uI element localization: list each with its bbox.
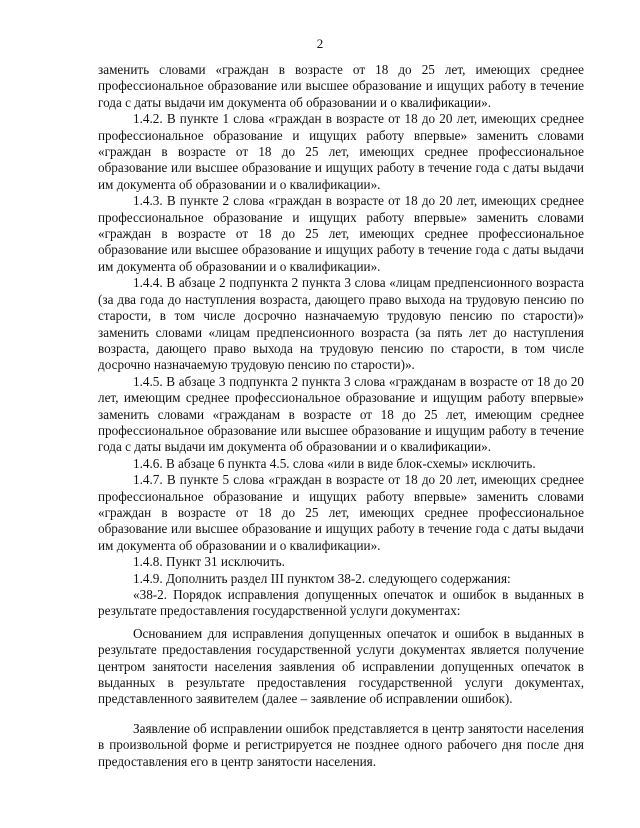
paragraph-1-4-9: 1.4.9. Дополнить раздел III пунктом 38-2. следующего содержания:: [133, 570, 511, 586]
paragraph-continuation: заменить словами «граждан в возрасте от 18 до 25 лет, имеющих среднее профессиональное образование или высшее образование и ищущих работу в течение года с даты выдачи им документа об образовании и о квалификации».: [98, 62, 584, 110]
paragraph-1-4-8: 1.4.8. Пункт 31 исключить.: [133, 554, 285, 570]
paragraph-1-4-5: 1.4.5. В абзаце 3 подпункта 2 пункта 3 слова «гражданам в возрасте от 18 до 20 лет, имеющим среднее профессиональное образование и ищущим работу впервые» заменить словами «гражданам в возрасте от 18 до 25 лет, имеющим среднее профессиональное образование или высшее образование и ищущим работу в течение года с даты выдачи им документа об образовании и о квалификации».: [98, 373, 584, 455]
page-number: 2: [316, 36, 324, 51]
paragraph-1-4-4: 1.4.4. В абзаце 2 подпункта 2 пункта 3 слова «лицам предпенсионного возраста (за два года до наступления возраста, дающего право выхода на трудовую пенсию по старости, в том числе досрочно назначаемую трудовую пенсию по старости)» заменить словами «лицам предпенсионного возраста (за пять лет до наступления возраста, дающего право выхода на трудовую пенсию по старости, в том числе досрочно назначаемую трудовую пенсию по старости)».: [98, 275, 584, 373]
paragraph-1-4-2: 1.4.2. В пункте 1 слова «граждан в возрасте от 18 до 20 лет, имеющих среднее профессиональное образование и ищущих работу впервые» заменить словами «граждан в возрасте от 18 до 25 лет, имеющих среднее профессиональное образование или высшее образование и ищущих работу в течение года с даты выдачи им документа об образовании и о квалификации».: [98, 111, 584, 192]
document-body: [98, 62, 584, 770]
paragraph-38-2-title: «38-2. Порядок исправления допущенных опечаток и ошибок в выданных в результате предоставления государственной услуги документах:: [98, 587, 584, 619]
paragraph-1-4-6: 1.4.6. В абзаце 6 пункта 4.5. слова «или в виде блок-схемы» исключить.: [133, 455, 536, 471]
paragraph-application-submission: Заявление об исправлении ошибок представляется в центр занятости населения в произвольной форме и регистрируется не позднее одного рабочего дня после дня предоставления его в центр занятости населения.: [98, 720, 584, 769]
paragraph-1-4-3: 1.4.3. В пункте 2 слова «граждан в возрасте от 18 до 20 лет, имеющих среднее профессиональное образование и ищущих работу впервые» заменить словами «граждан в возрасте от 18 до 25 лет, имеющих среднее профессиональное образование или высшее образование и ищущих работу в течение года с даты выдачи им документа об образовании и о квалификации».: [98, 193, 584, 274]
paragraph-1-4-7: 1.4.7. В пункте 5 слова «граждан в возрасте от 18 до 20 лет, имеющих среднее профессиональное образование и ищущих работу впервые» заменить словами «граждан в возрасте от 18 до 25 лет, имеющих среднее профессиональное образование или высшее образование и ищущих работу в течение года с даты выдачи им документа об образовании и о квалификации».: [98, 472, 584, 553]
paragraph-correction-basis: Основанием для исправления допущенных опечаток и ошибок в выданных в результате предоставления государственной услуги документах является получение центром занятости населения заявления об исправлении допущенных опечаток в выданных в результате предоставления государственной услуги документах, представленного заявителем (далее – заявление об исправлении ошибок).: [98, 625, 584, 707]
